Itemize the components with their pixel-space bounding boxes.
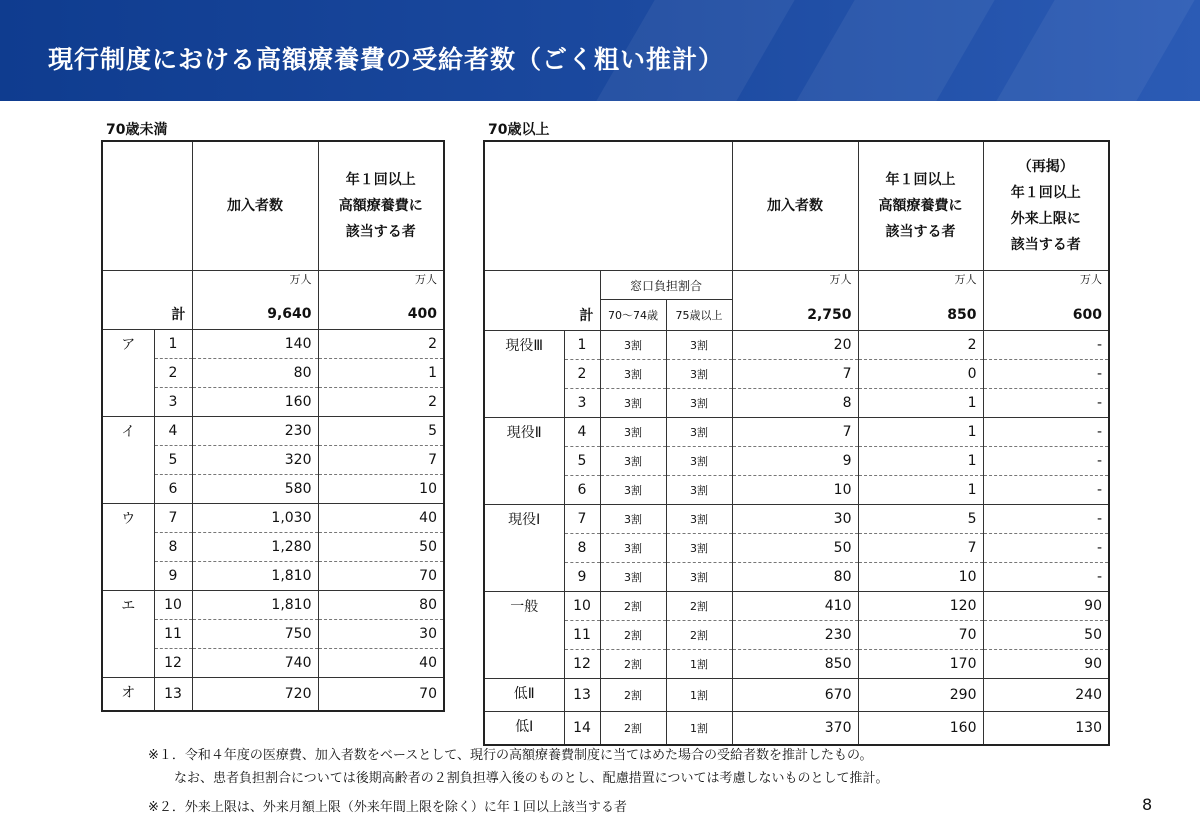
- enrollees-cell: 750: [192, 620, 318, 649]
- burden-75plus-cell: 1割: [666, 650, 732, 679]
- unit-row: [484, 271, 1109, 300]
- recipients-cell: 50: [318, 533, 444, 562]
- page-number: 8: [1142, 795, 1153, 814]
- table-row: [102, 562, 444, 591]
- title-banner: [0, 0, 1200, 101]
- income-category-label: 一般: [484, 592, 564, 679]
- enrollees-cell: 720: [192, 678, 318, 712]
- footnote-2: ※２．外来上限は、外来月額上限（外来年間上限を除く）に年１回以上該当する者: [148, 800, 627, 815]
- table-row: [484, 447, 1109, 476]
- row-number: 9: [154, 562, 192, 591]
- income-category-label: 現役Ⅱ: [484, 418, 564, 505]
- row-number: 2: [564, 360, 600, 389]
- recipients-cell: 70: [318, 678, 444, 712]
- outpatient-recipients-cell: 90: [983, 650, 1109, 679]
- recipients-cell: 5: [318, 417, 444, 446]
- row-number: 5: [564, 447, 600, 476]
- header-enrollees: 加入者数: [192, 141, 318, 271]
- table-row: [102, 533, 444, 562]
- recipients-cell: 1: [858, 418, 983, 447]
- unit-row: [102, 271, 444, 300]
- outpatient-recipients-cell: -: [983, 418, 1109, 447]
- burden-70-74-cell: 3割: [600, 505, 666, 534]
- table-row: [102, 678, 444, 712]
- recipients-cell: 30: [318, 620, 444, 649]
- outpatient-recipients-cell: -: [983, 476, 1109, 505]
- header-row: [102, 141, 444, 271]
- row-number: 9: [564, 563, 600, 592]
- table-row: [484, 592, 1109, 621]
- table-row: [484, 418, 1109, 447]
- page-title: 現行制度における高額療養費の受給者数（ごく粗い推計）: [48, 45, 725, 74]
- enrollees-cell: 850: [732, 650, 858, 679]
- table-row: [102, 475, 444, 504]
- outpatient-recipients-cell: -: [983, 505, 1109, 534]
- burden-70-74-cell: 2割: [600, 712, 666, 746]
- recipients-cell: 40: [318, 504, 444, 533]
- burden-70-74-cell: 2割: [600, 679, 666, 712]
- burden-70-74-cell: 3割: [600, 476, 666, 505]
- over70-table: [483, 140, 1110, 746]
- recipients-cell: 0: [858, 360, 983, 389]
- table-row: [102, 359, 444, 388]
- outpatient-recipients-cell: 240: [983, 679, 1109, 712]
- row-number: 1: [154, 330, 192, 359]
- recipients-cell: 120: [858, 592, 983, 621]
- header-blank: [484, 141, 732, 271]
- recipients-cell: 7: [318, 446, 444, 475]
- burden-70-74-cell: 3割: [600, 360, 666, 389]
- enrollees-cell: 670: [732, 679, 858, 712]
- table-row: [102, 330, 444, 359]
- footnote-1: ※１．令和４年度の医療費、加入者数をベースとして、現行の高額療養費制度に当てはめた場合の受給者数を推計したもの。: [148, 748, 873, 763]
- recipients-cell: 10: [858, 563, 983, 592]
- unit-label: 万人: [858, 271, 983, 300]
- row-number: 7: [564, 505, 600, 534]
- unit-label: 万人: [192, 271, 318, 300]
- unit-blank: [102, 271, 192, 300]
- row-number: 10: [564, 592, 600, 621]
- table-row: [102, 591, 444, 620]
- income-category-label: 低Ⅰ: [484, 712, 564, 746]
- total-row: [484, 300, 1109, 331]
- total-label: 計: [484, 300, 600, 331]
- table-row: [102, 649, 444, 678]
- table-row: [484, 360, 1109, 389]
- header-enrollees: 加入者数: [732, 141, 858, 271]
- right-section-label: 70歳以上: [488, 122, 550, 138]
- group-label: ア: [102, 330, 154, 417]
- row-number: 2: [154, 359, 192, 388]
- row-number: 4: [154, 417, 192, 446]
- table-row: [484, 563, 1109, 592]
- header-blank: [102, 141, 192, 271]
- enrollees-cell: 7: [732, 360, 858, 389]
- row-number: 11: [564, 621, 600, 650]
- outpatient-recipients-cell: 50: [983, 621, 1109, 650]
- unit-blank: [484, 271, 600, 300]
- enrollees-cell: 20: [732, 331, 858, 360]
- table-row: [484, 389, 1109, 418]
- unit-label: 万人: [732, 271, 858, 300]
- row-number: 3: [564, 389, 600, 418]
- burden-70-74-cell: 2割: [600, 621, 666, 650]
- row-number: 3: [154, 388, 192, 417]
- enrollees-cell: 10: [732, 476, 858, 505]
- burden-75plus-cell: 3割: [666, 534, 732, 563]
- burden-75plus-cell: 3割: [666, 418, 732, 447]
- enrollees-cell: 1,280: [192, 533, 318, 562]
- recipients-cell: 2: [318, 330, 444, 359]
- table-row: [484, 621, 1109, 650]
- burden-75plus-cell: 1割: [666, 712, 732, 746]
- recipients-cell: 290: [858, 679, 983, 712]
- unit-label: 万人: [983, 271, 1109, 300]
- row-number: 8: [564, 534, 600, 563]
- recipients-cell: 80: [318, 591, 444, 620]
- banner-decoration: [762, 0, 1017, 101]
- total-label: 計: [102, 299, 192, 330]
- income-category-label: 低Ⅱ: [484, 679, 564, 712]
- burden-70-74-cell: 3割: [600, 563, 666, 592]
- enrollees-cell: 50: [732, 534, 858, 563]
- outpatient-recipients-cell: -: [983, 331, 1109, 360]
- header-outpatient-recipients: （再掲） 年１回以上 外来上限に 該当する者: [983, 141, 1109, 271]
- row-number: 1: [564, 331, 600, 360]
- group-label: オ: [102, 678, 154, 712]
- recipients-cell: 160: [858, 712, 983, 746]
- total-recipients: 400: [318, 299, 444, 330]
- burden-75plus-cell: 3割: [666, 505, 732, 534]
- burden-75plus-cell: 3割: [666, 389, 732, 418]
- total-recipients: 850: [858, 300, 983, 331]
- recipients-cell: 40: [318, 649, 444, 678]
- group-label: エ: [102, 591, 154, 678]
- recipients-cell: 10: [318, 475, 444, 504]
- enrollees-cell: 1,030: [192, 504, 318, 533]
- outpatient-recipients-cell: -: [983, 447, 1109, 476]
- enrollees-cell: 370: [732, 712, 858, 746]
- enrollees-cell: 80: [192, 359, 318, 388]
- table-row: [102, 504, 444, 533]
- recipients-cell: 170: [858, 650, 983, 679]
- enrollees-cell: 740: [192, 649, 318, 678]
- row-number: 12: [564, 650, 600, 679]
- recipients-cell: 2: [858, 331, 983, 360]
- enrollees-cell: 7: [732, 418, 858, 447]
- row-number: 11: [154, 620, 192, 649]
- enrollees-cell: 1,810: [192, 562, 318, 591]
- burden-75plus-cell: 1割: [666, 679, 732, 712]
- burden-70-74-cell: 2割: [600, 650, 666, 679]
- enrollees-cell: 9: [732, 447, 858, 476]
- banner-decoration: [962, 0, 1200, 101]
- enrollees-cell: 230: [732, 621, 858, 650]
- row-number: 4: [564, 418, 600, 447]
- outpatient-recipients-cell: -: [983, 389, 1109, 418]
- row-number: 14: [564, 712, 600, 746]
- table-row: [102, 620, 444, 649]
- burden-75plus-cell: 3割: [666, 360, 732, 389]
- burden-75plus-cell: 2割: [666, 592, 732, 621]
- burden-75plus-cell: 2割: [666, 621, 732, 650]
- recipients-cell: 1: [318, 359, 444, 388]
- enrollees-cell: 230: [192, 417, 318, 446]
- burden-col-70-74: 70～74歳: [600, 300, 666, 331]
- recipients-cell: 70: [318, 562, 444, 591]
- burden-col-75plus: 75歳以上: [666, 300, 732, 331]
- table-row: [484, 679, 1109, 712]
- recipients-cell: 2: [318, 388, 444, 417]
- recipients-cell: 70: [858, 621, 983, 650]
- enrollees-cell: 80: [732, 563, 858, 592]
- table-row: [484, 331, 1109, 360]
- row-number: 6: [154, 475, 192, 504]
- left-section-label: 70歳未満: [106, 122, 168, 138]
- burden-75plus-cell: 3割: [666, 563, 732, 592]
- enrollees-cell: 320: [192, 446, 318, 475]
- outpatient-recipients-cell: -: [983, 534, 1109, 563]
- income-category-label: 現役Ⅰ: [484, 505, 564, 592]
- table-row: [484, 712, 1109, 746]
- under70-table: [101, 140, 445, 712]
- enrollees-cell: 160: [192, 388, 318, 417]
- enrollees-cell: 8: [732, 389, 858, 418]
- row-number: 13: [564, 679, 600, 712]
- enrollees-cell: 140: [192, 330, 318, 359]
- unit-label: 万人: [318, 271, 444, 300]
- burden-70-74-cell: 3割: [600, 331, 666, 360]
- table-row: [102, 417, 444, 446]
- table-row: [484, 534, 1109, 563]
- row-number: 13: [154, 678, 192, 712]
- row-number: 6: [564, 476, 600, 505]
- enrollees-cell: 30: [732, 505, 858, 534]
- enrollees-cell: 580: [192, 475, 318, 504]
- footnote-1-continued: なお、患者負担割合については後期高齢者の２割負担導入後のものとし、配慮措置については考慮しないものとして推計。: [148, 771, 889, 786]
- recipients-cell: 5: [858, 505, 983, 534]
- total-enrollees: 9,640: [192, 299, 318, 330]
- outpatient-recipients-cell: -: [983, 360, 1109, 389]
- table-row: [484, 476, 1109, 505]
- recipients-cell: 1: [858, 389, 983, 418]
- burden-70-74-cell: 3割: [600, 534, 666, 563]
- row-number: 10: [154, 591, 192, 620]
- burden-70-74-cell: 2割: [600, 592, 666, 621]
- burden-70-74-cell: 3割: [600, 389, 666, 418]
- header-row: [484, 141, 1109, 271]
- burden-75plus-cell: 3割: [666, 331, 732, 360]
- burden-75plus-cell: 3割: [666, 447, 732, 476]
- total-row: [102, 299, 444, 330]
- table-row: [102, 388, 444, 417]
- group-label: イ: [102, 417, 154, 504]
- row-number: 8: [154, 533, 192, 562]
- outpatient-recipients-cell: 130: [983, 712, 1109, 746]
- row-number: 5: [154, 446, 192, 475]
- total-outpatient-recipients: 600: [983, 300, 1109, 331]
- outpatient-recipients-cell: -: [983, 563, 1109, 592]
- enrollees-cell: 1,810: [192, 591, 318, 620]
- recipients-cell: 7: [858, 534, 983, 563]
- outpatient-recipients-cell: 90: [983, 592, 1109, 621]
- table-row: [102, 446, 444, 475]
- row-number: 12: [154, 649, 192, 678]
- header-recipients: 年１回以上 高額療養費に 該当する者: [318, 141, 444, 271]
- group-label: ウ: [102, 504, 154, 591]
- burden-70-74-cell: 3割: [600, 418, 666, 447]
- enrollees-cell: 410: [732, 592, 858, 621]
- table-row: [484, 505, 1109, 534]
- burden-ratio-header: 窓口負担割合: [600, 271, 732, 300]
- recipients-cell: 1: [858, 476, 983, 505]
- income-category-label: 現役Ⅲ: [484, 331, 564, 418]
- row-number: 7: [154, 504, 192, 533]
- burden-75plus-cell: 3割: [666, 476, 732, 505]
- recipients-cell: 1: [858, 447, 983, 476]
- burden-70-74-cell: 3割: [600, 447, 666, 476]
- header-recipients: 年１回以上 高額療養費に 該当する者: [858, 141, 983, 271]
- total-enrollees: 2,750: [732, 300, 858, 331]
- table-row: [484, 650, 1109, 679]
